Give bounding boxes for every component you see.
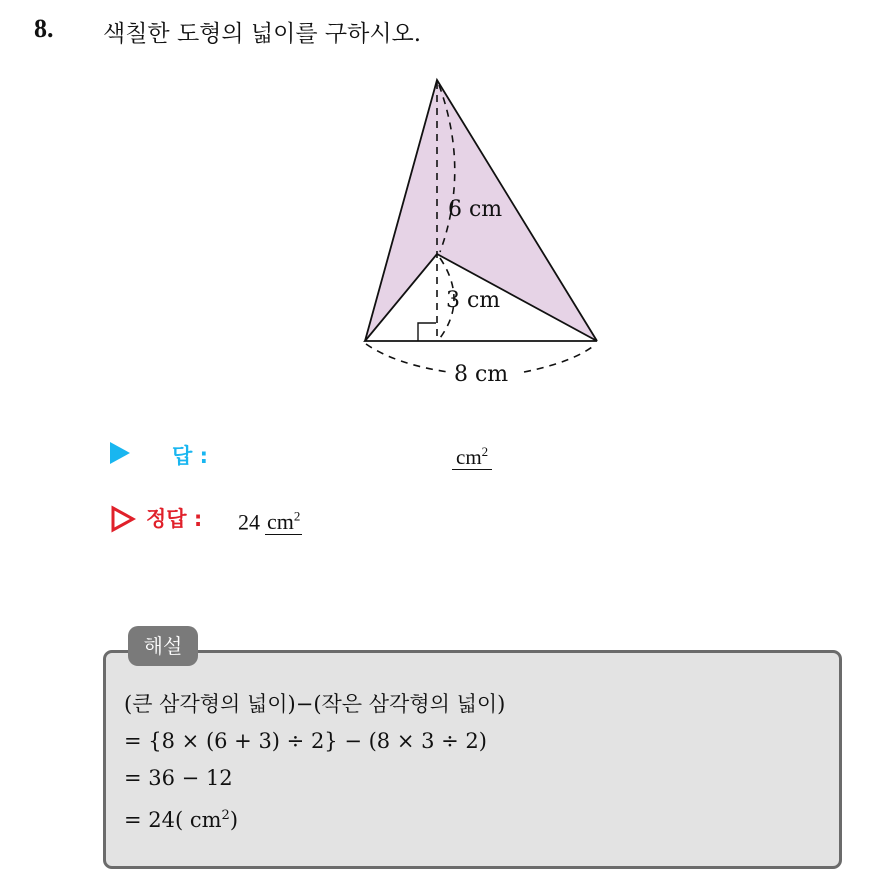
answer-row [110, 440, 530, 470]
correct-value: 24 [238, 509, 260, 535]
brace-base-right [524, 344, 596, 372]
solution-line-3: = 36 − 12 [124, 766, 233, 790]
correct-value-group [238, 505, 302, 535]
solution-tag: 해설 [128, 626, 198, 666]
answer-blank[interactable] [452, 440, 492, 470]
solution-content [124, 686, 505, 839]
label-height-total: 6 cm [448, 197, 503, 222]
brace-base-left [366, 344, 448, 372]
answer-unit: cm [456, 445, 482, 469]
solution-line-1: (큰 삼각형의 넓이)−(작은 삼각형의 넓이) [124, 692, 506, 716]
answer-label: 답 : [172, 444, 208, 468]
correct-answer-row [110, 503, 530, 537]
solution-line-4-exp: 2 [221, 808, 230, 823]
correct-unit-exp: 2 [293, 509, 301, 524]
solution-line-2: = {8 × (6 + 3) ÷ 2} − (8 × 3 ÷ 2) [124, 729, 487, 753]
answer-unit-exp: 2 [481, 444, 489, 459]
label-base: 8 cm [454, 362, 509, 387]
label-height-small: 3 cm [446, 288, 501, 313]
answer-arrow-icon [110, 442, 130, 464]
triangle-figure [0, 0, 884, 420]
correct-unit: cm [267, 509, 294, 535]
question-number: 8. [34, 14, 54, 43]
solution-line-4 [124, 797, 505, 839]
correct-label: 정답 : [146, 507, 203, 531]
question-text: 색칠한 도형의 넓이를 구하시오. [103, 21, 422, 47]
correct-unit-wrap [265, 509, 302, 535]
correct-arrow-icon [110, 505, 136, 533]
solution-line-4-close: ) [229, 808, 239, 832]
solution-line-4-main: = 24( cm [124, 808, 222, 832]
